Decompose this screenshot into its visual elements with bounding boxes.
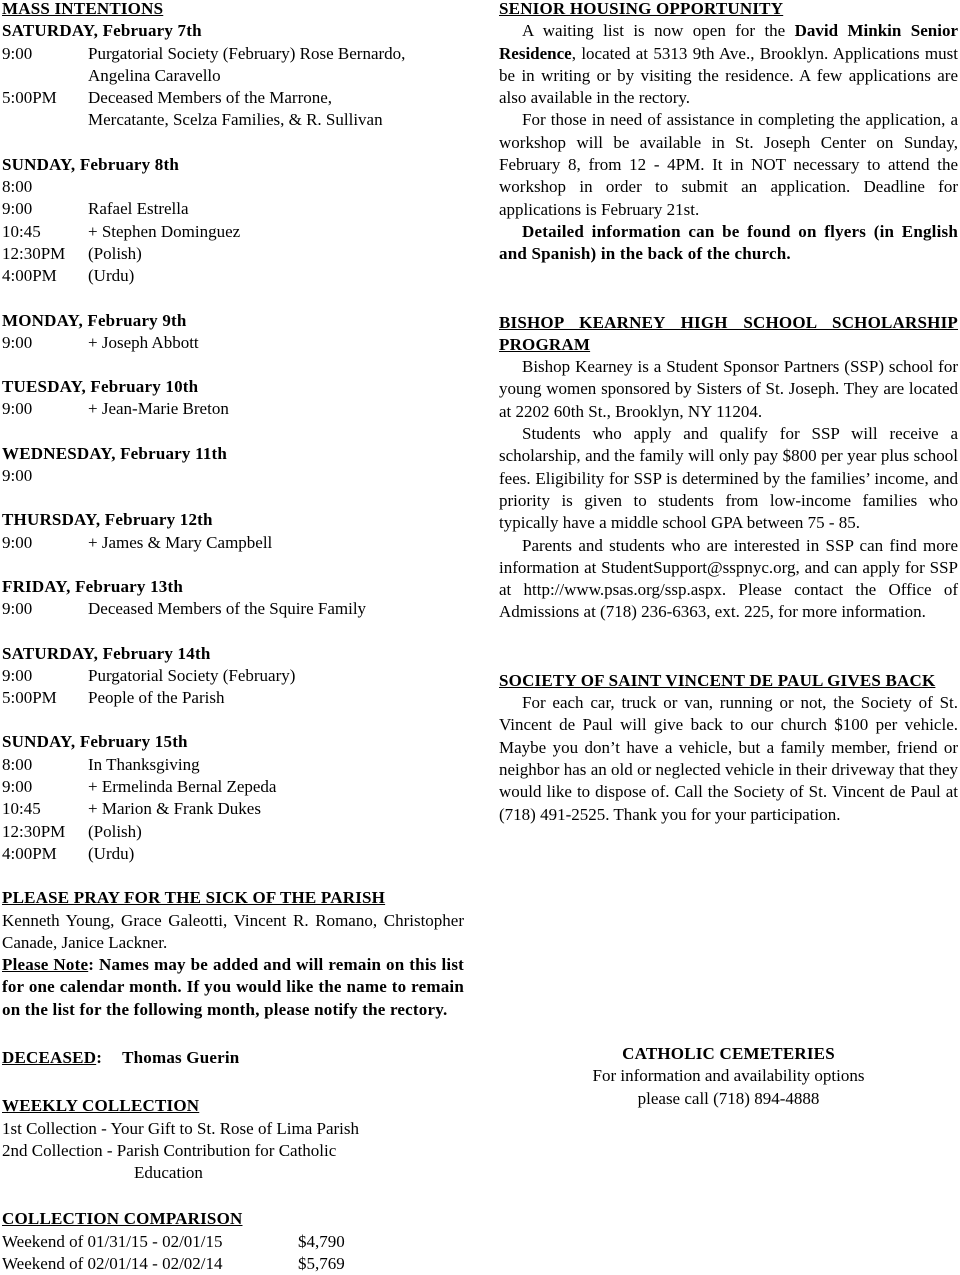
- comparison-amount: $5,769: [298, 1254, 345, 1274]
- mass-entry: [2, 198, 464, 220]
- deceased-line: [2, 1047, 464, 1069]
- mass-time: 4:00PM: [2, 843, 57, 863]
- mass-entry: [2, 798, 464, 820]
- senior-p1-c: , located at 5313 9th Ave., Brooklyn. Applications must be in writing or by visiting the residence. A few applications are also available in the rectory.: [499, 43, 958, 108]
- mass-schedule: [2, 20, 464, 865]
- mass-entry: [2, 332, 464, 354]
- mass-entry: [2, 87, 464, 109]
- mass-intention-continued: Angelina Caravello: [88, 65, 221, 85]
- weekly-collection-title: WEEKLY COLLECTION: [2, 1096, 200, 1116]
- mass-intention: In Thanksgiving: [88, 754, 200, 774]
- minkin-residence-name: David Minkin Senior Residence: [499, 21, 958, 63]
- right-column: [499, 0, 958, 1108]
- sick-note: [2, 954, 464, 1021]
- mass-time: 9:00: [2, 777, 33, 797]
- day-heading: WEDNESDAY, February 11th: [2, 443, 228, 463]
- comparison-row: [2, 1231, 464, 1253]
- senior-p1-a: A waiting list is now open for the: [522, 21, 795, 41]
- mass-intention: Purgatorial Society (February): [88, 665, 296, 685]
- mass-entry: [2, 43, 464, 65]
- mass-intention: (Urdu): [88, 266, 135, 286]
- mass-time: 9:00: [2, 665, 33, 685]
- day-spacer: [2, 132, 464, 154]
- day-spacer: [2, 709, 464, 731]
- mass-time: 9:00: [2, 43, 33, 63]
- mass-time: 8:00: [2, 177, 33, 197]
- day-spacer: [2, 421, 464, 443]
- comparison-table: [2, 1231, 464, 1275]
- vincent-title: SOCIETY OF SAINT VINCENT DE PAUL GIVES BACK: [499, 670, 936, 690]
- day-heading: MONDAY, February 9th: [2, 310, 187, 330]
- mass-time: 4:00PM: [2, 266, 57, 286]
- mass-entry: [2, 598, 464, 620]
- comparison-label: Weekend of 02/01/14 - 02/02/14: [2, 1254, 223, 1274]
- mass-intention: People of the Parish: [88, 688, 225, 708]
- mass-entry: [2, 176, 464, 198]
- mass-time: 9:00: [2, 466, 33, 486]
- mass-intention: Deceased Members of the Squire Family: [88, 599, 367, 619]
- sick-title: PLEASE PRAY FOR THE SICK OF THE PARISH: [2, 888, 386, 908]
- collection-comparison-title: COLLECTION COMPARISON: [2, 1209, 243, 1229]
- kearney-paragraph-1: Bishop Kearney is a Student Sponsor Partners (SSP) school for young women sponsored by Sisters of St. Joseph. They are located at 2202 60th St., Brooklyn, NY 11204.: [499, 357, 958, 421]
- senior-paragraph-3: Detailed information can be found on flyers (in English and Spanish) in the back of the church.: [499, 221, 958, 264]
- mass-intention: Deceased Members of the Marrone,: [88, 88, 333, 108]
- collection-line-2b: Education: [134, 1163, 203, 1183]
- mass-entry: [2, 243, 464, 265]
- day-heading: THURSDAY, February 12th: [2, 510, 213, 530]
- kearney-paragraph-3: Parents and students who are interested in SSP can find more information at StudentSupport@sspnyc.org, and can apply for SSP at http://www.psas.org/ssp.aspx. Please contact the Office of Admissions at (718) 236-6363, ext. 225, for more information.: [499, 535, 958, 622]
- mass-intention: + Stephen Dominguez: [88, 221, 241, 241]
- deceased-label: DECEASED: [2, 1047, 97, 1067]
- senior-paragraph-1: [499, 20, 958, 109]
- mass-entry: [2, 821, 464, 843]
- day-heading: SUNDAY, February 8th: [2, 154, 180, 174]
- mass-intention: + James & Mary Campbell: [88, 532, 273, 552]
- mass-entry: [2, 665, 464, 687]
- kearney-paragraph-2: Students who apply and qualify for SSP will receive a scholarship, and the family will only pay $800 per year plus school fees. Eligibility for SSP is determined by the families’ income, and priority is given to students from low-income families who typically have a middle school GPA between 75 - 85.: [499, 424, 958, 533]
- mass-intention: + Joseph Abbott: [88, 332, 199, 352]
- mass-intention: (Urdu): [88, 843, 135, 863]
- vincent-paragraph: For each car, truck or van, running or not, the Society of St. Vincent de Paul will give back to our church $100 per vehicle. Maybe you don’t have a vehicle, but a family member, friend or neighbor has an old or neglected vehicle in their driveway that they would like to dispose of. Call the Society of St. Vincent de Paul at (718) 491-2525. Thank you for your participation.: [499, 693, 958, 824]
- cemeteries-box: [499, 1043, 958, 1110]
- mass-entry: [2, 221, 464, 243]
- mass-intentions-title: MASS INTENTIONS: [2, 0, 164, 18]
- left-column: [2, 0, 464, 1275]
- cemeteries-title: CATHOLIC CEMETERIES: [622, 1044, 835, 1063]
- sick-note-label: Please Note: [2, 955, 89, 975]
- mass-entry: [2, 843, 464, 865]
- collection-line-2: 2nd Collection - Parish Contribution for Catholic: [2, 1140, 337, 1160]
- senior-paragraph-2: For those in need of assistance in completing the application, a workshop will be available in St. Joseph Center on Sunday, February 8, from 12 - 4PM. It in NOT necessary to attend the workshop in order to submit an application. Deadline for applications is February 21st.: [499, 110, 958, 219]
- deceased-name: Thomas Guerin: [122, 1047, 240, 1067]
- mass-time: 9:00: [2, 599, 33, 619]
- kearney-title: BISHOP KEARNEY HIGH SCHOOL SCHOLARSHIP PROGRAM: [499, 312, 958, 354]
- day-spacer: [2, 354, 464, 376]
- day-heading: SATURDAY, February 14th: [2, 643, 211, 663]
- mass-time: 9:00: [2, 332, 33, 352]
- cemeteries-line-1: For information and availability options: [592, 1066, 865, 1086]
- day-heading: TUESDAY, February 10th: [2, 377, 199, 397]
- day-spacer: [2, 487, 464, 509]
- day-heading: SATURDAY, February 7th: [2, 21, 202, 41]
- mass-time: 8:00: [2, 754, 33, 774]
- mass-time: 10:45: [2, 799, 41, 819]
- sick-note-text: : Names may be added and will remain on this list for one calendar month. If you would like the name to remain on the list for the following month, please notify the rectory.: [2, 955, 464, 1019]
- deceased-colon: :: [96, 1047, 103, 1067]
- day-spacer: [2, 554, 464, 576]
- mass-entry: [2, 776, 464, 798]
- mass-intention: + Jean-Marie Breton: [88, 399, 229, 419]
- comparison-amount: $4,790: [298, 1231, 345, 1251]
- sick-names: Kenneth Young, Grace Galeotti, Vincent R. Romano, Christopher Canade, Janice Lackner.: [2, 910, 464, 952]
- mass-intention-continued: Mercatante, Scelza Families, & R. Sullivan: [88, 110, 383, 130]
- mass-entry: [2, 687, 464, 709]
- mass-time: 9:00: [2, 399, 33, 419]
- mass-intention: Rafael Estrella: [88, 199, 189, 219]
- mass-time: 10:45: [2, 221, 41, 241]
- mass-entry: [2, 532, 464, 554]
- mass-time: 9:00: [2, 199, 33, 219]
- mass-time: 5:00PM: [2, 88, 57, 108]
- day-heading: FRIDAY, February 13th: [2, 576, 183, 596]
- day-spacer: [2, 288, 464, 310]
- mass-time: 12:30PM: [2, 243, 66, 263]
- mass-time: 5:00PM: [2, 688, 57, 708]
- day-heading: SUNDAY, February 15th: [2, 732, 188, 752]
- mass-intention: + Marion & Frank Dukes: [88, 799, 261, 819]
- mass-intention: + Ermelinda Bernal Zepeda: [88, 777, 277, 797]
- mass-intention: Purgatorial Society (February) Rose Bernardo,: [88, 43, 406, 63]
- mass-intention: (Polish): [88, 243, 142, 263]
- mass-entry: [2, 398, 464, 420]
- mass-entry: [2, 265, 464, 287]
- cemeteries-line-2: please call (718) 894-4888: [637, 1088, 820, 1108]
- collection-line-1: 1st Collection - Your Gift to St. Rose of Lima Parish: [2, 1118, 359, 1138]
- mass-entry: [2, 754, 464, 776]
- comparison-row: [2, 1253, 464, 1275]
- mass-intention: (Polish): [88, 821, 142, 841]
- mass-entry: [2, 465, 464, 487]
- comparison-label: Weekend of 01/31/15 - 02/01/15: [2, 1231, 223, 1251]
- day-spacer: [2, 621, 464, 643]
- mass-time: 9:00: [2, 532, 33, 552]
- mass-time: 12:30PM: [2, 821, 66, 841]
- senior-housing-title: SENIOR HOUSING OPPORTUNITY: [499, 0, 784, 18]
